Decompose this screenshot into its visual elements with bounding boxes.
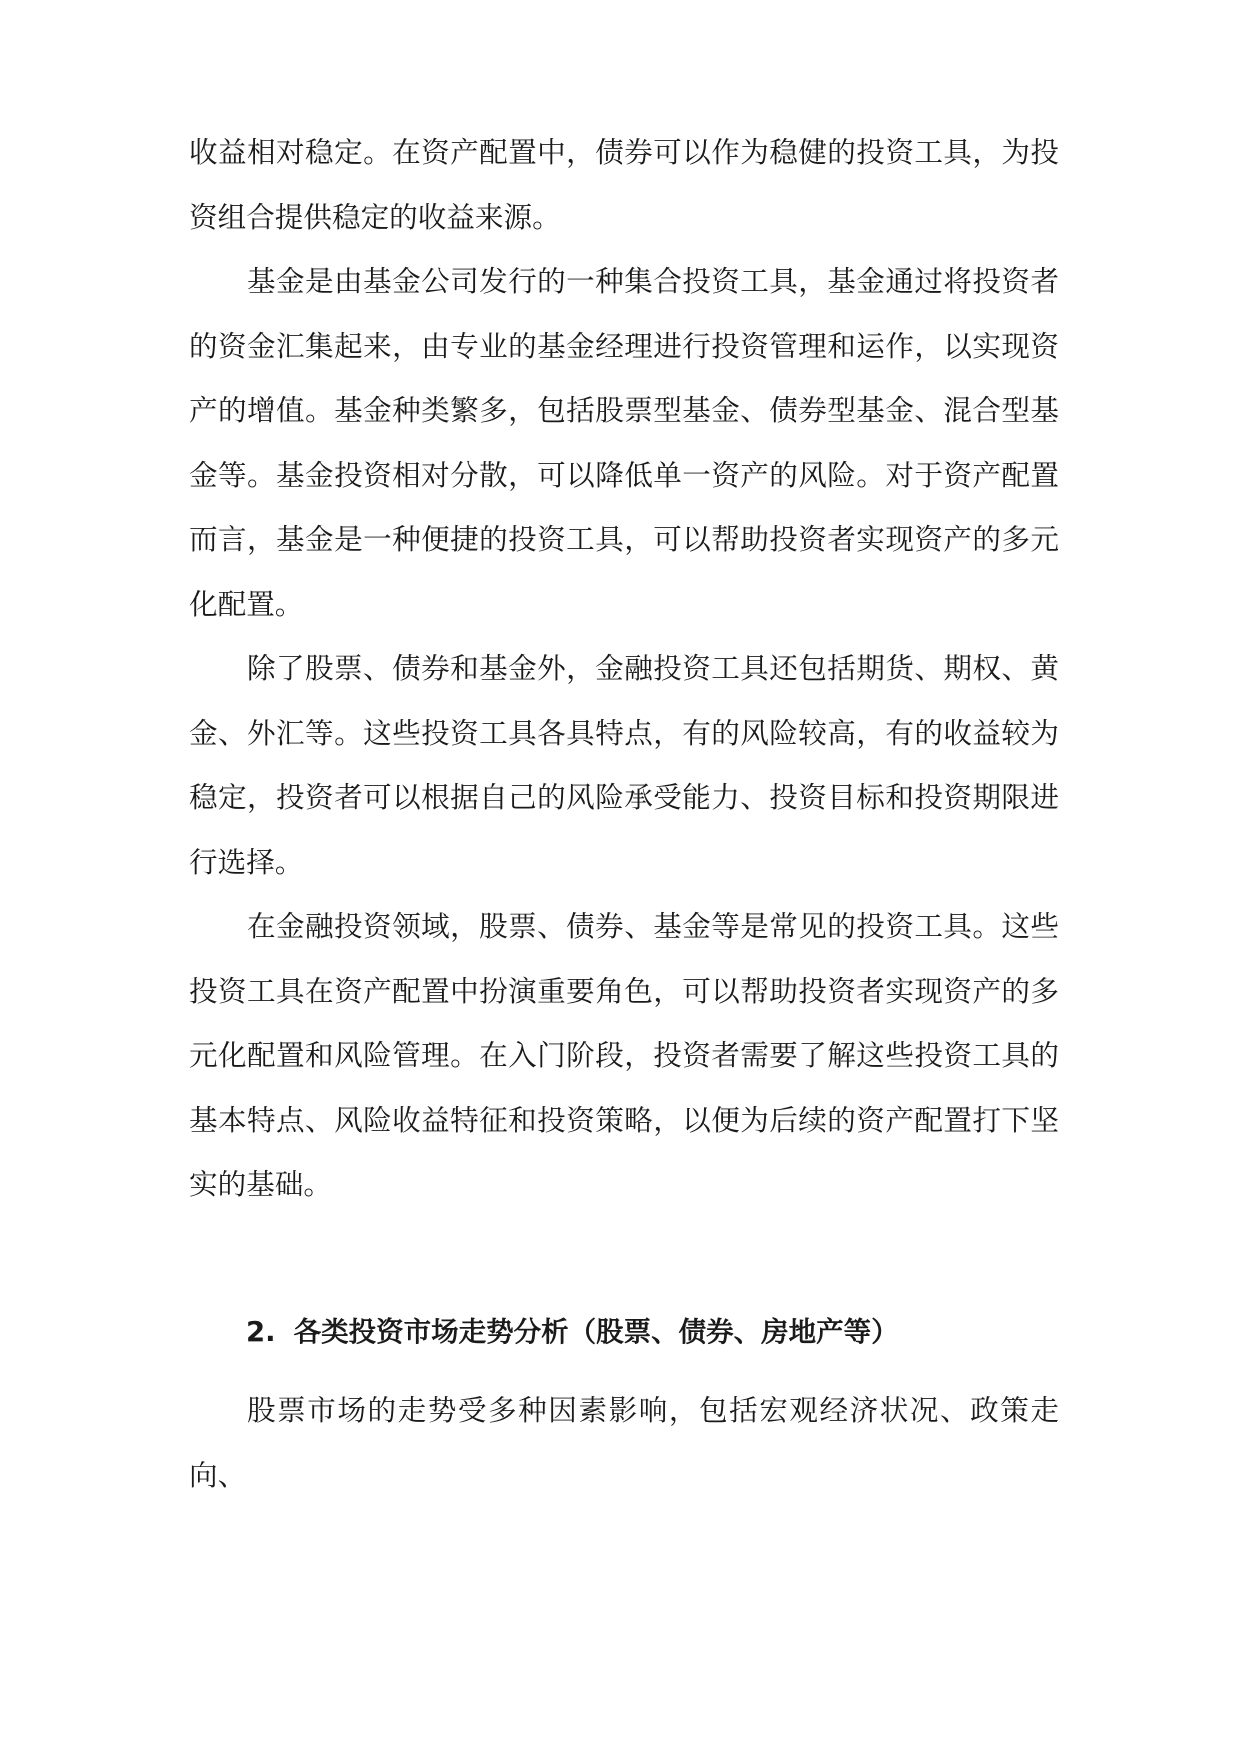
paragraph-summary: 在金融投资领域，股票、债券、基金等是常见的投资工具。这些投资工具在资产配置中扮演重要角色，可以帮助投资者实现资产的多元化配置和风险管理。在入门阶段，投资者需要了解这些投资工具的基本特点、风险收益特征和投资策略，以便为后续的资产配置打下坚实的基础。 [189, 909, 1059, 1201]
paragraph-bond-stability: 收益相对稳定。在资产配置中，债券可以作为稳健的投资工具，为投资组合提供稳定的收益来源。 [189, 135, 1059, 234]
section-number: 2. [246, 1316, 276, 1348]
paragraph-stock-market: 股票市场的走势受多种因素影响，包括宏观经济状况、政策走向、 [189, 1393, 1059, 1492]
paragraph-other-instruments: 除了股票、债券和基金外，金融投资工具还包括期货、期权、黄金、外汇等。这些投资工具各具特点，有的风险较高，有的收益较为稳定，投资者可以根据自己的风险承受能力、投资目标和投资期限进行选择。 [189, 651, 1059, 879]
section-heading [246, 1312, 1066, 1352]
section-title: 各类投资市场走势分析（股票、债券、房地产等） [293, 1316, 899, 1348]
paragraph-funds: 基金是由基金公司发行的一种集合投资工具，基金通过将投资者的资金汇集起来，由专业的基金经理进行投资管理和运作，以实现资产的增值。基金种类繁多，包括股票型基金、债券型基金、混合型基金等。基金投资相对分散，可以降低单一资产的风险。对于资产配置而言，基金是一种便捷的投资工具，可以帮助投资者实现资产的多元化配置。 [189, 264, 1059, 621]
